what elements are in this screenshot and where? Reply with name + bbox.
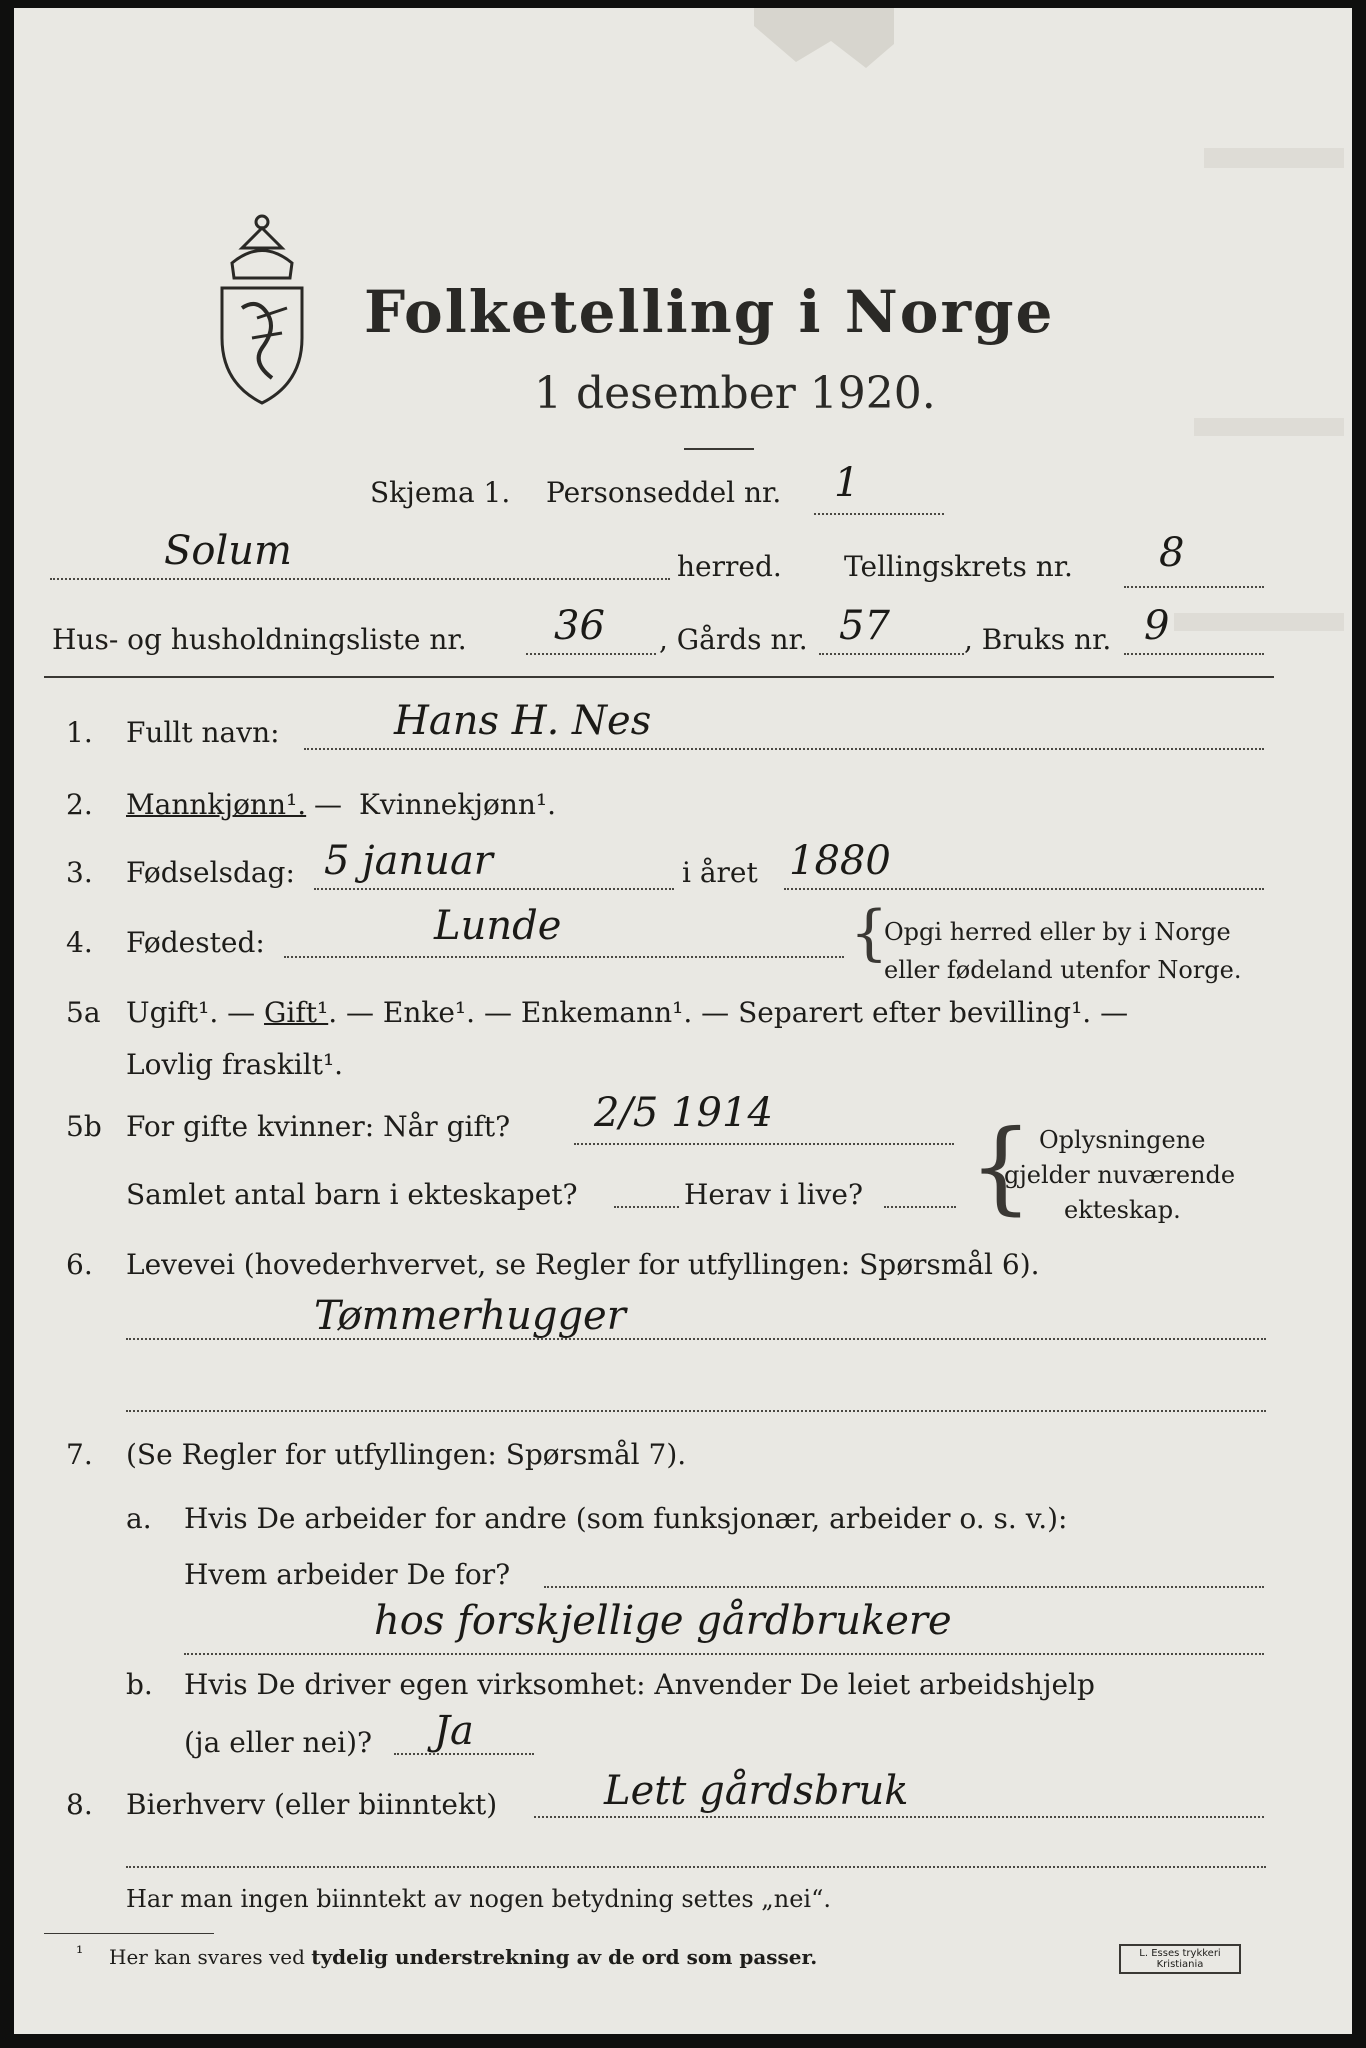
census-form-page [14,8,1352,2034]
q3-label: Fødselsdag: [126,856,295,889]
q5b-label: For gifte kvinner: Når gift? [126,1110,511,1143]
stamp-line-2: Kristiania [1156,1959,1204,1970]
q7b-question: (ja eller nei)? [184,1726,373,1759]
q5b-brace: { [969,1108,1033,1225]
q5b-line [574,1143,954,1145]
q7a-line-2 [184,1653,1264,1655]
q5b-number: 5b [66,1110,102,1143]
tellingskrets-line [1124,586,1264,588]
q7a-question: Hvem arbeider De for? [184,1558,511,1591]
bleed-through [1204,148,1344,168]
birthday-value[interactable]: 5 januar [324,838,493,884]
female-option[interactable]: Kvinnekjønn¹. [359,788,557,821]
unmarried-option[interactable]: Ugift¹. — [126,996,265,1029]
gards-value[interactable]: 57 [839,603,890,649]
footnote [109,1945,817,1969]
tellingskrets-label: Tellingskrets nr. [844,550,1073,583]
q3-number: 3. [66,856,93,889]
bruks-value[interactable]: 9 [1144,603,1170,649]
married-option[interactable]: Gift¹ [264,996,329,1029]
q7-number: 7. [66,1438,93,1471]
hired-help-value[interactable]: Ja [434,1708,474,1754]
stamp-line-1: L. Esses trykkeri [1139,1948,1221,1959]
personseddel-line [814,513,944,515]
q5b-note-line3: ekteskap. [1064,1196,1181,1224]
gards-line [819,653,964,655]
q1-label: Fullt navn: [126,716,280,749]
q7b-line [394,1753,534,1755]
q7a-text: Hvis De arbeider for andre (som funksjonær, arbeider o. s. v.): [184,1502,1068,1535]
birthplace-value[interactable]: Lunde [434,903,562,949]
no-income-note: Har man ingen biinntekt av nogen betydning settes „nei“. [126,1885,831,1913]
q8-label: Bierhverv (eller biinntekt) [126,1788,498,1821]
q6-number: 6. [66,1248,93,1281]
q5b-note-line2: gjelder nuværende [1004,1161,1236,1189]
q7b-letter: b. [126,1668,153,1701]
husliste-label: Hus- og husholdningsliste nr. [52,623,467,656]
form-date: 1 desember 1920. [534,368,936,419]
other-marital-options[interactable]: . — Enke¹. — Enkemann¹. — Separert efter bevilling¹. — [328,996,1129,1029]
title-divider [684,448,754,450]
q3-line [314,888,674,890]
q2-separator: — [314,788,342,821]
tellingskrets-value[interactable]: 8 [1159,530,1185,576]
q2-number: 2. [66,788,93,821]
herred-value[interactable]: Solum [164,528,292,574]
q7-label: (Se Regler for utfyllingen: Spørsmål 7). [126,1438,687,1471]
q7a-line [544,1586,1264,1588]
marital-status-line [126,996,1128,1029]
side-income-value[interactable]: Lett gårdsbruk [604,1768,909,1814]
footnote-divider [44,1933,214,1934]
q7b-text: Hvis De driver egen virksomhet: Anvender De leiet arbeidshjelp [184,1668,1095,1701]
form-title: Folketelling i Norge [364,278,1055,346]
q7a-letter: a. [126,1502,152,1535]
marriage-date-value[interactable]: 2/5 1914 [594,1090,773,1136]
bruks-line [1124,653,1264,655]
q6-line-1 [126,1338,1266,1340]
herred-label: herred. [677,550,782,583]
schema-label: Skjema 1. [370,476,511,509]
q5b-note-line1: Oplysningene [1039,1126,1206,1154]
paper-tear [754,8,894,68]
q1-number: 1. [66,716,93,749]
q8-number: 8. [66,1788,93,1821]
q6-label: Levevei (hovederhvervet, se Regler for utfyllingen: Spørsmål 6). [126,1248,1040,1281]
children-alive-label: Herav i live? [684,1178,863,1211]
bleed-through [1194,418,1344,436]
footnote-text: Her kan svares ved [109,1945,312,1969]
year-line [784,888,1264,890]
birth-year-value[interactable]: 1880 [789,838,891,884]
personseddel-label: Personseddel nr. [546,476,782,509]
bleed-through [1174,613,1344,631]
q6-line-2 [126,1410,1266,1412]
footnote-mark: ¹ [76,1943,84,1964]
q1-line [304,748,1264,750]
full-name-value[interactable]: Hans H. Nes [394,698,652,744]
printer-stamp [1119,1944,1241,1974]
q4-label: Fødested: [126,926,265,959]
header-divider [44,676,1274,678]
bruks-label: , Bruks nr. [964,623,1112,656]
children-alive-line [884,1206,956,1208]
divorced-option[interactable]: Lovlig fraskilt¹. [126,1048,344,1081]
male-option[interactable]: Mannkjønn¹. [126,788,307,821]
children-count-line [614,1206,679,1208]
employer-value[interactable]: hos forskjellige gårdbrukere [374,1598,952,1644]
coat-of-arms-icon [202,208,322,408]
q4-note-line2: eller fødeland utenfor Norge. [884,956,1242,984]
children-count-label: Samlet antal barn i ekteskapet? [126,1178,578,1211]
personseddel-value[interactable]: 1 [834,460,860,506]
husliste-line [526,653,656,655]
year-label: i året [682,856,758,889]
q8-line [534,1816,1264,1818]
q4-brace: { [850,898,889,968]
footnote-emphasis: tydelig understrekning av de ord som passer. [311,1945,818,1969]
gards-label: , Gårds nr. [659,623,808,656]
q8-line-2 [126,1866,1266,1868]
q4-note-line1: Opgi herred eller by i Norge [884,918,1231,946]
herred-line [50,578,670,580]
occupation-value[interactable]: Tømmerhugger [314,1293,626,1339]
husliste-value[interactable]: 36 [554,603,605,649]
q4-number: 4. [66,926,93,959]
q5a-number: 5a [66,996,101,1029]
q4-line [284,956,844,958]
